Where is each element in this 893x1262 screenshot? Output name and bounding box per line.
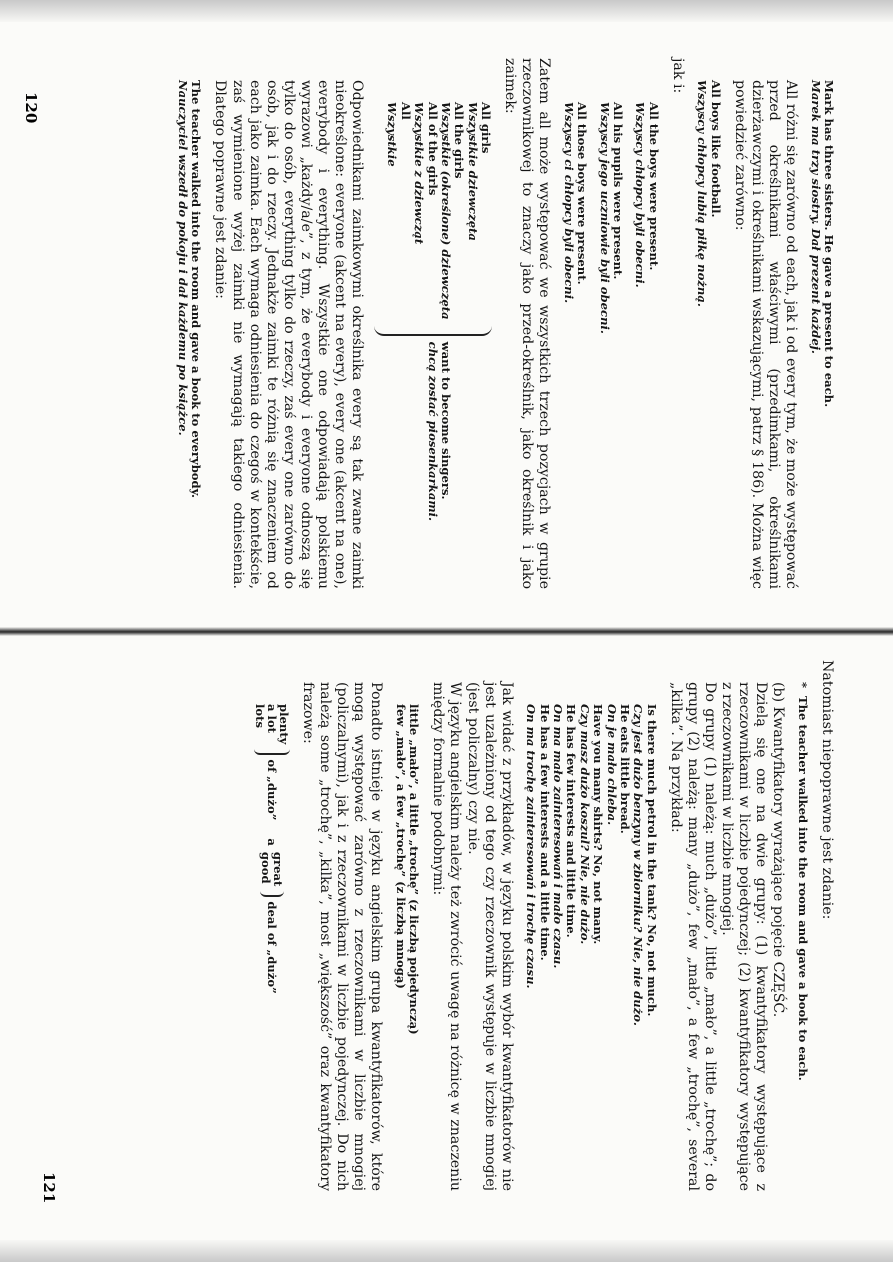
- example-polish: On ma mało zainteresowań i mało czasu.: [551, 704, 565, 969]
- example-sentence: [561, 58, 588, 589]
- brace-item: good: [259, 851, 274, 884]
- paragraph: Odpowiednikami zaimkowymi określnika every są tak zwane zaimki nieokreślone: everyone (akcent na every), every one (akcent na one), everybody i everything. Wszystkie one odpowiadają polskiemu wyrazowi „każdy/a/e”, z tym, że everybody i everyone odnoszą się tylko do osób, everything tylko do rzeczy, zaś every one zarówno do osób, jak i do rzeczy. Jednakże zaimki te różnią się znaczeniem od each jako zaimka. Each wymaga odniesienia do czegoś w kontekście, zaś wymienione wyżej zaimki nie wymagają takiego odniesienia. Dlatego poprawne jest zdanie:: [212, 80, 366, 589]
- example-polish: Wszyscy chłopcy lubią piłkę nożną.: [695, 80, 710, 307]
- page-number-121: 121: [40, 1172, 58, 1204]
- example-polish: Wszyscy chłopcy byli obecni.: [633, 102, 648, 288]
- example-english: He eats little bread.: [618, 704, 633, 834]
- page-120: [0, 58, 835, 589]
- bracket-item: Wszystkie: [385, 102, 400, 167]
- example-polish: Wszyscy jego uczniowie byli obecni.: [597, 102, 612, 334]
- example-line: few „mało”, a few „trochę” (z liczbą mnogą): [393, 704, 408, 989]
- curly-brace: [254, 748, 290, 755]
- bracket-item: Wszystkie z dziewcząt: [412, 102, 427, 245]
- example-english: The teacher walked into the room and gave a book to everybody.: [189, 80, 204, 499]
- brace-items: [254, 704, 290, 744]
- example-english: Mark has three sisters. He gave a present to each.: [822, 80, 836, 408]
- example-english: All the boys were present.: [646, 102, 661, 271]
- bracket-items: [385, 102, 492, 320]
- example-english: Have you many shirts? No, not many.: [591, 704, 606, 945]
- incorrect-example: [796, 660, 809, 1191]
- bracket-example: [374, 58, 492, 589]
- example-english: The teacher walked into the room and gave a book to each.: [795, 696, 810, 1081]
- scan-edge-top: [0, 0, 893, 22]
- example-sentence: [633, 58, 660, 589]
- page-121: [0, 660, 835, 1191]
- paragraph: Jak widać z przykładów, w języku polskim wybór kwantyfikatorów nie jest uzależniony od tego czy rzeczownik występuje w liczbie mnogiej (jest policzalny) czy nie.: [464, 682, 515, 1191]
- page-number-120: 120: [22, 92, 40, 124]
- brace-item: plenty: [277, 704, 292, 745]
- paragraph: Ponadto istnieje w języku angielskim grupa kwantyfikatorów, które mogą występować zarówno z rzeczownikami w liczbie mnogiej (policzalnymi), jak i z rzeczownikami w liczbie pojedynczej. Do nich należą some „trochę”, „kilka”, most „większość” oraz kwantyfikatory frazowe:: [300, 682, 385, 1191]
- example-polish: On je mało chleba.: [604, 704, 619, 826]
- example-sentence: [695, 58, 722, 589]
- paragraph: Dzielą się one na dwie grupy: (1) kwantyfikatory występujące z rzeczownikami w liczbie pojedynczej; (2) kwantyfikatory występujące z rzeczownikami w liczbie mnogiej.: [719, 682, 770, 1191]
- scan-edge-bottom: [0, 1240, 893, 1262]
- example-polish: On ma trochę zainteresowań i trochę czasu.: [524, 704, 539, 989]
- phrasal-quantifiers: [254, 660, 290, 1191]
- paragraph: jak i:: [670, 58, 686, 94]
- example-sentence: [597, 58, 624, 589]
- paragraph: Do grupy (1) należą: much „dużo”, little „mało”, a little „trochę”; do grupy (2) należą: many „dużo”, few „mało”, a few „trochę”, several „kilka”. Na przykład:: [667, 682, 719, 1191]
- example-english: He has few interests and little time.: [564, 704, 579, 938]
- paragraph: Natomiast niepoprawne jest zdanie:: [819, 660, 835, 920]
- bracket-item: All the girls: [452, 102, 467, 179]
- example-sentence: [551, 660, 578, 1191]
- bracket-target: [425, 342, 492, 521]
- brace-item: lots: [253, 704, 268, 729]
- example-sentence: [604, 660, 631, 1191]
- paragraph: Zatem all może występować we wszystkich trzech pozycjach w grupie rzeczownikowej to znaczy jako przed-określnik, jako określnik i jako zaimek:: [502, 58, 553, 589]
- example-polish: Czy jest dużo benzyny w zbiorniku? Nie, nie dużo.: [631, 704, 646, 1026]
- bracket-polish: chcą zostać piosenkarkami.: [425, 341, 440, 522]
- example-sentence: [176, 58, 203, 589]
- example-sentence: [808, 58, 835, 589]
- brace-text: a: [265, 838, 280, 846]
- bracket-english: want to become singers.: [439, 341, 454, 500]
- example-polish: Czy masz dużo koszul? Nie, nie dużo.: [577, 704, 592, 945]
- asterisk-icon: *: [795, 682, 810, 689]
- example-english: All boys like football.: [708, 80, 723, 218]
- example-english: All his pupils were present.: [611, 102, 626, 280]
- example-polish: Marek ma trzy siostry. Dał prezent każdej.: [808, 80, 823, 354]
- bracket-item: All of the girls: [425, 102, 440, 196]
- example-polish: Nauczyciel wszedł do pokoju i dał każdemu po książce.: [175, 80, 190, 436]
- example-sentence: [524, 660, 551, 1191]
- example-sentence: [577, 660, 604, 1191]
- section-heading: (b) Kwantyfikatory wyrażające pojęcie CZĘŚĆ.: [770, 682, 787, 1018]
- brace-text: deal of „dużo”: [265, 901, 280, 994]
- example-english: Is there much petrol in the tank? No, not much.: [644, 704, 659, 1017]
- curly-brace: [374, 326, 492, 336]
- bracket-item: Wszystkie dziewczęta: [465, 102, 480, 241]
- example-english: He has a few interests and a little time.: [537, 704, 552, 961]
- brace-items: [260, 852, 284, 886]
- book-gutter: [0, 627, 893, 636]
- curly-brace: [260, 890, 284, 897]
- bracket-item: Wszystkie (określone) dziewczęta: [438, 102, 453, 320]
- brace-text: of „dużo”: [265, 759, 280, 821]
- paragraph: W języku angielskim należy też zwrócić uwagę na różnicę w znaczeniu między formalnie podobnymi:: [430, 682, 464, 1191]
- example-sentence: [631, 660, 658, 1191]
- bracket-item: All: [398, 102, 413, 120]
- example-line: little „mało”, a little „trochę” (z liczbą pojedynczą): [407, 704, 422, 1035]
- example-english: All those boys were present.: [575, 102, 590, 285]
- bracket-item: All girls: [479, 102, 494, 154]
- example-polish: Wszyscy ci chłopcy byli obecni.: [561, 102, 576, 304]
- paragraph: All różni się zarówno od each, jak i od every tym, że może występować przed określnikami właściwymi (przedimkami, określnikami dzierżawczymi i określnikami wskazującymi, patrz § 186). Można więc powiedzieć zarówno:: [731, 80, 800, 589]
- brace-item: great: [271, 851, 286, 887]
- brace-item: a lot: [265, 704, 280, 734]
